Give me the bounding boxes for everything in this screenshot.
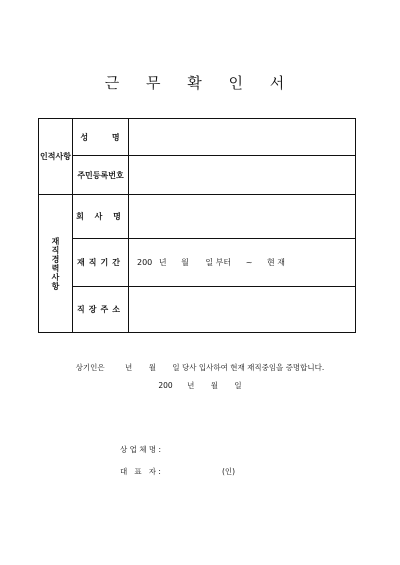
rrn-label-text: 주민등록번호 xyxy=(77,170,124,180)
certify-month-unit: 월 xyxy=(148,363,156,372)
name-field[interactable] xyxy=(129,119,356,156)
company-name-label: 상 업 체 명 : xyxy=(120,445,162,454)
period-year-prefix: 200 xyxy=(137,258,153,267)
address-label-text: 직장주소 xyxy=(77,305,124,314)
certify-subject: 상기인은 xyxy=(75,363,105,372)
name-label-text: 성 명 xyxy=(80,132,121,142)
period-year-unit: 년 xyxy=(158,258,167,267)
period-label xyxy=(73,239,129,287)
rrn-label xyxy=(73,156,129,195)
company-label xyxy=(73,195,129,239)
rrn-field[interactable] xyxy=(129,156,356,195)
certify-date-month-unit: 월 xyxy=(210,381,218,390)
certify-line-2 xyxy=(0,380,400,391)
company-label-text: 회 사 명 xyxy=(76,212,125,221)
career-section-label xyxy=(39,195,73,333)
period-month-unit: 월 xyxy=(181,258,189,267)
personal-section-text: 인적사항 xyxy=(40,152,71,161)
period-tilde: ~ xyxy=(245,258,253,267)
certify-date-year-unit: 년 xyxy=(187,381,195,390)
document-title: 근 무 확 인 서 xyxy=(104,74,296,92)
career-section-text: 재직경력사항 xyxy=(51,236,60,291)
certify-statement: 당사 입사하여 현재 재직중임을 증명합니다. xyxy=(181,363,325,372)
personal-section-label xyxy=(39,119,73,195)
certify-line-1 xyxy=(0,362,400,373)
period-label-text: 재직기간 xyxy=(77,258,124,267)
address-field[interactable] xyxy=(129,287,356,333)
representative-label: 대 표 자 : xyxy=(120,467,161,476)
certify-year-unit: 년 xyxy=(125,363,133,372)
period-from: 부터 xyxy=(215,258,232,267)
company-field[interactable] xyxy=(129,195,356,239)
certify-date-year-prefix: 200 xyxy=(158,381,173,390)
work-confirmation-form xyxy=(38,118,356,333)
certify-day-unit: 일 xyxy=(172,363,180,372)
certify-date-day-unit: 일 xyxy=(234,381,242,390)
period-present: 현 재 xyxy=(266,258,285,267)
period-field[interactable] xyxy=(129,239,356,287)
seal-mark: (인) xyxy=(222,467,236,476)
period-day-unit: 일 xyxy=(205,258,214,267)
address-label xyxy=(73,287,129,333)
name-label xyxy=(73,119,129,156)
